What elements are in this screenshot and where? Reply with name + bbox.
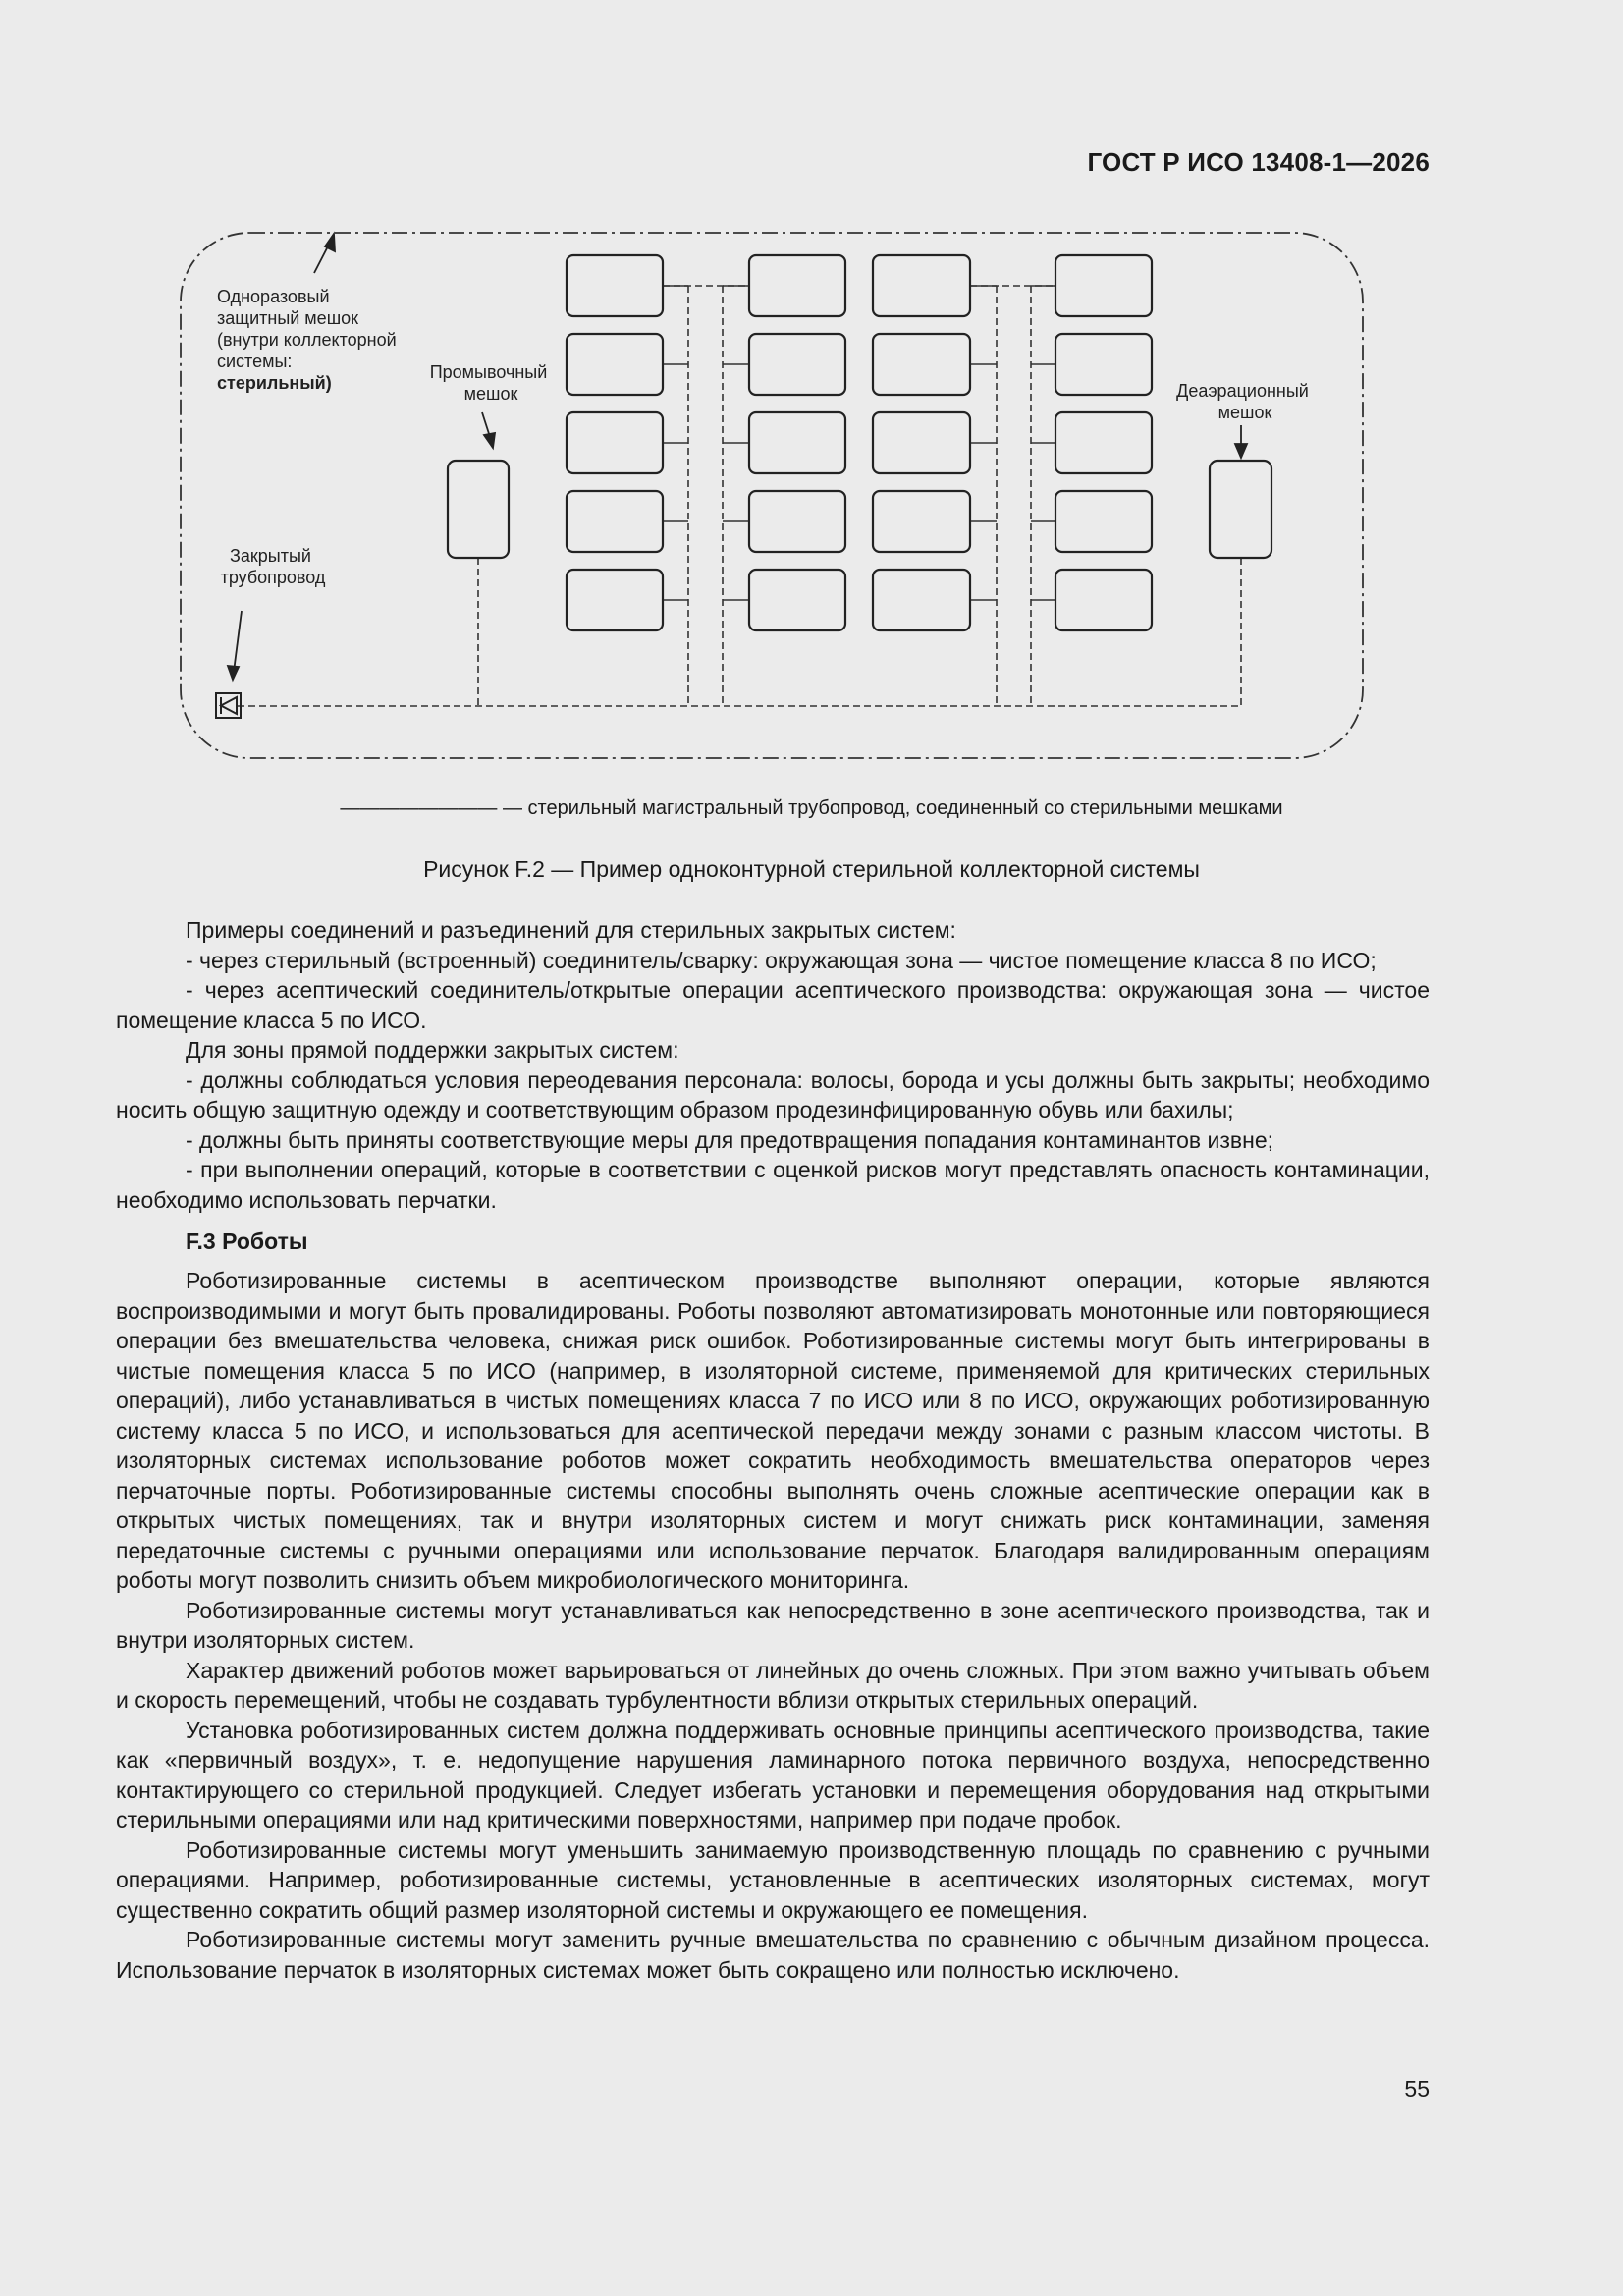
bag-c1-r5 [567, 570, 663, 630]
deaeration-bag-label: Деаэрационный мешок [1176, 381, 1309, 422]
flush-bag-label: Промывочный мешок [429, 362, 548, 404]
bag-c2-r4 [749, 491, 845, 552]
bag-c3-r3 [873, 412, 970, 473]
bag-c2-r5 [749, 570, 845, 630]
flush-bag [448, 461, 509, 558]
paragraph: Роботизированные системы в асептическом производстве выполняют операции, которые являются воспроизводимыми и могут быть провалидированы. Роботы позволяют автоматизировать монотонные или повторяющиеся операции без вмешательства человека, снижая риск ошибок. Роботизированные системы могут быть интегрированы в чистые помещения класса 5 по ИСО (например, в изоляторной системе, применяемой для критических стерильных операций), либо устанавливаться в чистых помещениях класса 7 по ИСО или 8 по ИСО, окружающих роботизированную систему класса 5 по ИСО, и использоваться для асептической передачи между зонами с разным классом чистоты. В изоляторных системах использование роботов может сократить необходимость вмешательства операторов через перчаточные порты. Роботизированные системы способны выполнять очень сложные асептические операции как в открытых чистых помещениях, так и внутри изоляторных систем и могут снижать риск контаминации, заменяя передаточные системы с ручными операциями или использование перчаток. Благодаря валидированным операциям роботы могут позволить снизить объем микробиологического мониторинга. [116, 1268, 1430, 1593]
closed-pipe-label: Закрытый трубопровод [220, 546, 326, 587]
bag-c1-r2 [567, 334, 663, 395]
closed-pipe-valve-icon [216, 693, 241, 718]
bag-c1-r1 [567, 255, 663, 316]
paragraph: Примеры соединений и разъединений для стерильных закрытых систем: [186, 917, 956, 943]
list-item: - через стерильный (встроенный) соединитель/сварку: окружающая зона — чистое помещение класса 8 по ИСО; [186, 947, 1377, 973]
paragraph: Для зоны прямой поддержки закрытых систем: [186, 1037, 679, 1063]
figure-legend: ———————— — стерильный магистральный трубопровод, соединенный со стерильными мешками [340, 797, 1283, 819]
bag-c4-r3 [1055, 412, 1152, 473]
bag-c2-r1 [749, 255, 845, 316]
bag-c3-r4 [873, 491, 970, 552]
bag-c4-r2 [1055, 334, 1152, 395]
disposable-bag-label: Одноразовый защитный мешок (внутри коллекторной системы: стерильный) [217, 287, 397, 393]
bag-c4-r1 [1055, 255, 1152, 316]
list-item: - должны быть приняты соответствующие меры для предотвращения попадания контаминантов извне; [186, 1126, 1274, 1153]
list-item: - при выполнении операций, которые в соответствии с оценкой рисков могут представлять опасность контаминации, необходимо использовать перчатки. [116, 1157, 1430, 1213]
list-item: - через асептический соединитель/открытые операции асептического производства: окружающая зона — чистое помещение класса 5 по ИСО. [116, 977, 1430, 1033]
paragraph: Роботизированные системы могут устанавливаться как непосредственно в зоне асептического производства, так и внутри изоляторных систем. [116, 1597, 1430, 1653]
bag-c4-r5 [1055, 570, 1152, 630]
bag-c2-r3 [749, 412, 845, 473]
paragraph: Характер движений роботов может варьироваться от линейных до очень сложных. При этом важно учитывать объем и скорость перемещений, чтобы не создавать турбулентности вблизи открытых стерильных операций. [116, 1657, 1430, 1713]
deaeration-bag [1210, 461, 1271, 558]
figure-caption: Рисунок F.2 — Пример одноконтурной стерильной коллекторной системы [423, 856, 1200, 882]
sterile-bags-grid [567, 255, 1152, 630]
list-item: - должны соблюдаться условия переодевания персонала: волосы, борода и усы должны быть закрыты; необходимо носить общую защитную одежду и соответствующим образом продезинфицированную обувь или бахилы; [116, 1066, 1430, 1122]
page-number: 55 [1404, 2076, 1430, 2102]
bag-c3-r5 [873, 570, 970, 630]
bag-c1-r3 [567, 412, 663, 473]
bag-c2-r2 [749, 334, 845, 395]
bag-c1-r4 [567, 491, 663, 552]
body-text [116, 915, 1430, 1985]
bag-c3-r1 [873, 255, 970, 316]
section-heading: F.3 Роботы [186, 1229, 308, 1254]
paragraph: Роботизированные системы могут уменьшить занимаемую производственную площадь по сравнению с ручными операциями. Например, роботизированные системы, установленные в асептических изоляторных системах, могут существенно сократить общий размер изоляторной системы и окружающего ее помещения. [116, 1836, 1430, 1923]
document-code-header: ГОСТ Р ИСО 13408-1—2026 [1087, 147, 1430, 177]
manifold-system-diagram [0, 0, 1623, 786]
paragraph: Роботизированные системы могут заменить ручные вмешательства по сравнению с обычным дизайном процесса. Использование перчаток в изоляторных системах может быть сокращено или полностью исключено. [116, 1927, 1430, 1983]
paragraph: Установка роботизированных систем должна поддерживать основные принципы асептического производства, такие как «первичный воздух», т. е. недопущение нарушения ламинарного потока первичного воздуха, непосредственно контактирующего со стерильной продукцией. Следует избегать установки и перемещения оборудования над открытыми стерильными операциями или над критическими поверхностями, например при подаче пробок. [116, 1717, 1430, 1832]
bag-c4-r4 [1055, 491, 1152, 552]
bag-c3-r2 [873, 334, 970, 395]
